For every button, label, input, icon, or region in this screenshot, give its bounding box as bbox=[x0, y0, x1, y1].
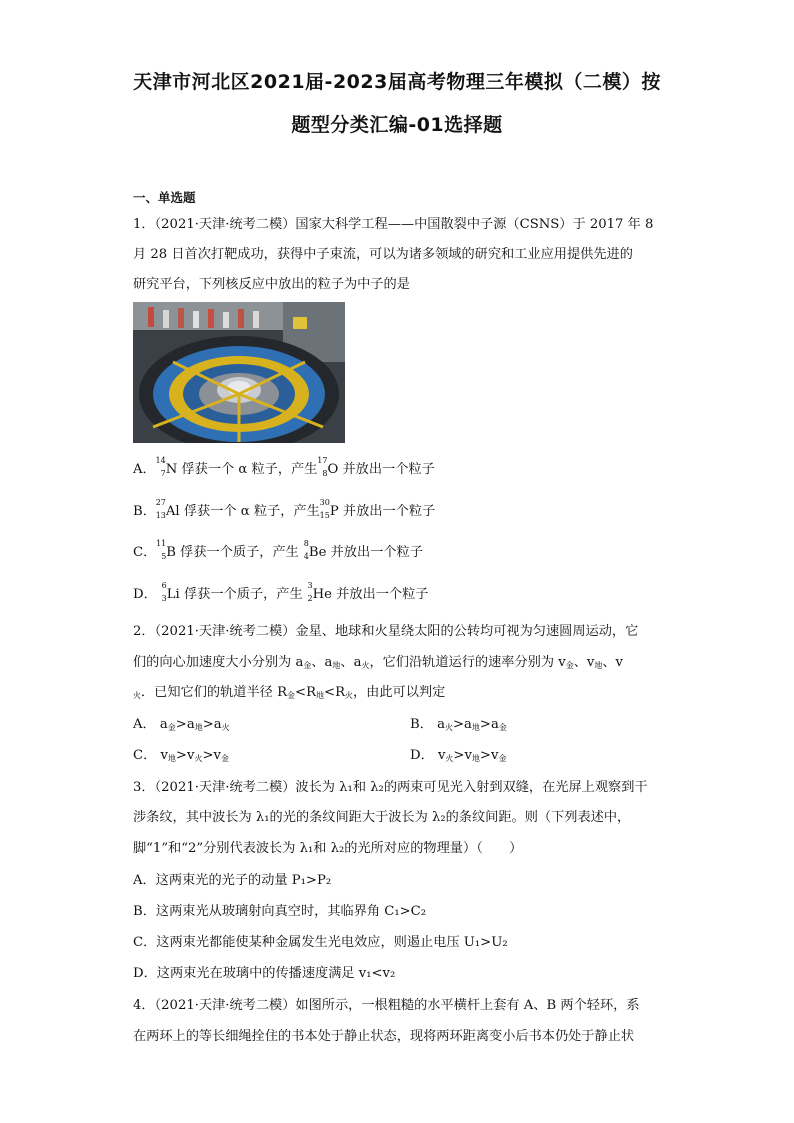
q4-line-2: 在两环上的等长细绳拴住的书本处于静止状态，现将两环距离变小后书本仍处于静止状 bbox=[133, 1029, 635, 1044]
q3-line-1: 3．（2021·天津·统考二模）波长为 λ₁和 λ₂的两束可见光入射到双缝，在光屏上观察到干 bbox=[133, 780, 648, 795]
q2-line-3 bbox=[133, 681, 445, 701]
q1-line-1: 1．（2021·天津·统考二模）国家大科学工程——中国散裂中子源（CSNS）于 2017 年 8 bbox=[133, 217, 654, 232]
q2-line-2-text: 们的向心加速度大小分别为 a bbox=[133, 655, 304, 670]
option-label: A． a bbox=[133, 717, 168, 732]
q3-line-3: 脚“1”和“2”分别代表波长为 λ₁和 λ₂的光所对应的物理量）（ ） bbox=[133, 841, 523, 856]
subscript-earth: 地 bbox=[332, 661, 341, 670]
q2-option-b[interactable] bbox=[410, 713, 507, 733]
mass-number: 11 bbox=[156, 539, 167, 548]
element-symbol: P bbox=[329, 504, 339, 519]
symbol-v: v bbox=[464, 748, 472, 763]
separator: > bbox=[479, 717, 491, 732]
option-label: D． v bbox=[410, 748, 446, 763]
q3-option-d[interactable]: D．这两束光在玻璃中的传播速度满足 v₁<v₂ bbox=[133, 966, 396, 981]
separator: > bbox=[202, 717, 214, 732]
q1-option-d[interactable] bbox=[133, 583, 428, 602]
subscript-earth: 地 bbox=[471, 723, 480, 732]
reaction-end-text: 并放出一个粒子 bbox=[338, 462, 435, 477]
subscript-earth: 地 bbox=[194, 723, 203, 732]
q1-line-2: 月 28 日首次打靶成功，获得中子束流，可以为诸多领域的研究和工业应用提供先进的 bbox=[133, 247, 633, 262]
subscript-mars: 火 bbox=[133, 691, 141, 700]
subscript-venus: 金 bbox=[303, 661, 312, 670]
reaction-text: 俘获一个 α 粒子，产生 bbox=[179, 504, 320, 519]
q3-option-a[interactable]: A．这两束光的光子的动量 P₁>P₂ bbox=[133, 873, 332, 888]
element-symbol: Li bbox=[166, 587, 180, 602]
q1-option-b-label: B． bbox=[133, 504, 156, 519]
atomic-number: 8 bbox=[322, 469, 328, 478]
element-symbol: Be bbox=[308, 545, 327, 560]
subscript-mars: 火 bbox=[194, 754, 203, 763]
subscript-mars: 火 bbox=[445, 754, 454, 763]
separator: > bbox=[202, 748, 214, 763]
q2-option-c[interactable] bbox=[133, 744, 229, 764]
q1-option-c[interactable] bbox=[133, 541, 423, 560]
separator: 、 bbox=[573, 655, 587, 670]
q1-option-a[interactable] bbox=[133, 458, 435, 477]
symbol-r: R bbox=[306, 685, 316, 700]
subscript-venus: 金 bbox=[167, 723, 176, 732]
separator: > bbox=[175, 748, 187, 763]
mass-number: 6 bbox=[161, 581, 167, 590]
reaction-text: 俘获一个质子，产生 bbox=[179, 587, 303, 602]
symbol-a: a bbox=[213, 717, 222, 732]
q2-option-d[interactable] bbox=[410, 744, 506, 764]
atomic-number: 2 bbox=[307, 594, 313, 603]
q1-d-nucleus-2 bbox=[303, 581, 313, 603]
subscript-venus: 金 bbox=[498, 754, 507, 763]
separator: > bbox=[453, 748, 465, 763]
separator: > bbox=[479, 748, 491, 763]
reaction-end-text: 并放出一个粒子 bbox=[331, 587, 429, 602]
reaction-end-text: 并放出一个粒子 bbox=[338, 504, 436, 519]
separator: > bbox=[175, 717, 187, 732]
title-line-2: 题型分类汇编-01选择题 bbox=[291, 114, 503, 136]
symbol-a: a bbox=[324, 655, 333, 670]
mass-number: 8 bbox=[303, 539, 309, 548]
q1-c-nucleus-1 bbox=[156, 539, 167, 561]
subscript-mars: 火 bbox=[345, 691, 353, 700]
element-symbol: He bbox=[312, 587, 332, 602]
element-symbol: O bbox=[327, 462, 339, 477]
neutron-source-photo bbox=[133, 302, 345, 443]
mass-number: 30 bbox=[319, 498, 330, 507]
atomic-number: 7 bbox=[160, 469, 166, 478]
q3-option-b[interactable]: B．这两束光从玻璃射向真空时，其临界角 C₁>C₂ bbox=[133, 904, 427, 919]
q1-b-nucleus-1 bbox=[155, 498, 166, 520]
q2-line-2 bbox=[133, 651, 623, 671]
subscript-venus: 金 bbox=[498, 723, 507, 732]
mass-number: 27 bbox=[155, 498, 166, 507]
symbol-r: R bbox=[335, 685, 345, 700]
subscript-mars: 火 bbox=[444, 723, 453, 732]
q3-line-2: 涉条纹，其中波长为 λ₁的光的条纹间距大于波长为 λ₂的条纹间距。则（下列表述中， bbox=[133, 810, 631, 825]
atomic-number: 3 bbox=[161, 594, 167, 603]
separator: 、 bbox=[602, 655, 616, 670]
subscript-venus: 金 bbox=[220, 754, 229, 763]
q2-line-3-text-b: ，由此可以判定 bbox=[353, 685, 446, 700]
neutron-source-image bbox=[133, 302, 345, 443]
q1-option-a-label: A． bbox=[133, 462, 156, 477]
separator: 、 bbox=[311, 655, 325, 670]
subscript-earth: 地 bbox=[594, 661, 603, 670]
symbol-a: a bbox=[464, 717, 472, 732]
symbol-a: a bbox=[353, 655, 362, 670]
option-label: B． a bbox=[410, 717, 445, 732]
symbol-v: v bbox=[586, 655, 595, 670]
symbol-a: a bbox=[490, 717, 499, 732]
option-label: C． v bbox=[133, 748, 168, 763]
q1-a-nucleus-1 bbox=[155, 456, 166, 478]
symbol-v: v bbox=[490, 748, 499, 763]
symbol-a: a bbox=[186, 717, 195, 732]
q1-d-nucleus-1 bbox=[157, 581, 167, 603]
atomic-number: 5 bbox=[161, 552, 167, 561]
q3-option-c[interactable]: C．这两束光都能使某种金属发生光电效应，则遏止电压 U₁>U₂ bbox=[133, 935, 508, 950]
subscript-earth: 地 bbox=[316, 691, 324, 700]
section-heading: 一、单选题 bbox=[133, 190, 196, 205]
subscript-mars: 火 bbox=[361, 661, 370, 670]
atomic-number: 15 bbox=[319, 511, 330, 520]
q1-c-nucleus-2 bbox=[299, 539, 309, 561]
mass-number: 14 bbox=[155, 456, 166, 465]
title-line-1: 天津市河北区2021届-2023届高考物理三年模拟（二模）按 bbox=[133, 71, 661, 93]
q1-option-c-label: C． bbox=[133, 545, 157, 560]
subscript-mars: 火 bbox=[221, 723, 230, 732]
q1-line-3: 研究平台，下列核反应中放出的粒子为中子的是 bbox=[133, 277, 410, 292]
q1-option-b[interactable] bbox=[133, 500, 435, 519]
separator: 、 bbox=[340, 655, 354, 670]
q2-line-1: 2．（2021·天津·统考二模）金星、地球和火星绕太阳的公转均可视为匀速圆周运动，它 bbox=[133, 624, 639, 639]
q4-line-1: 4．（2021·天津·统考二模）如图所示，一根粗糙的水平横杆上套有 A、B 两个轻环，系 bbox=[133, 998, 640, 1013]
q2-line-2-text-b: ，它们沿轨道运行的速率分别为 v bbox=[369, 655, 566, 670]
separator: < bbox=[324, 685, 336, 700]
element-symbol: Al bbox=[165, 504, 180, 519]
subscript-earth: 地 bbox=[167, 754, 176, 763]
element-symbol: B bbox=[166, 545, 176, 560]
q2-option-a[interactable] bbox=[133, 713, 230, 733]
symbol-v: v bbox=[615, 655, 623, 670]
q1-a-nucleus-2 bbox=[317, 456, 328, 478]
q1-option-d-label: D． bbox=[133, 587, 157, 602]
q1-b-nucleus-2 bbox=[319, 498, 330, 520]
separator: < bbox=[295, 685, 307, 700]
reaction-text: 俘获一个 α 粒子，产生 bbox=[177, 462, 318, 477]
atomic-number: 13 bbox=[155, 511, 166, 520]
subscript-venus: 金 bbox=[565, 661, 574, 670]
mass-number: 3 bbox=[307, 581, 313, 590]
reaction-end-text: 并放出一个粒子 bbox=[326, 545, 423, 560]
mass-number: 17 bbox=[317, 456, 328, 465]
subscript-venus: 金 bbox=[287, 691, 295, 700]
atomic-number: 4 bbox=[303, 552, 309, 561]
element-symbol: N bbox=[165, 462, 178, 477]
q2-line-3-text: ．已知它们的轨道半径 R bbox=[141, 685, 287, 700]
symbol-v: v bbox=[186, 748, 195, 763]
symbol-v: v bbox=[213, 748, 221, 763]
separator: > bbox=[452, 717, 464, 732]
subscript-earth: 地 bbox=[471, 754, 480, 763]
reaction-text: 俘获一个质子，产生 bbox=[175, 545, 299, 560]
